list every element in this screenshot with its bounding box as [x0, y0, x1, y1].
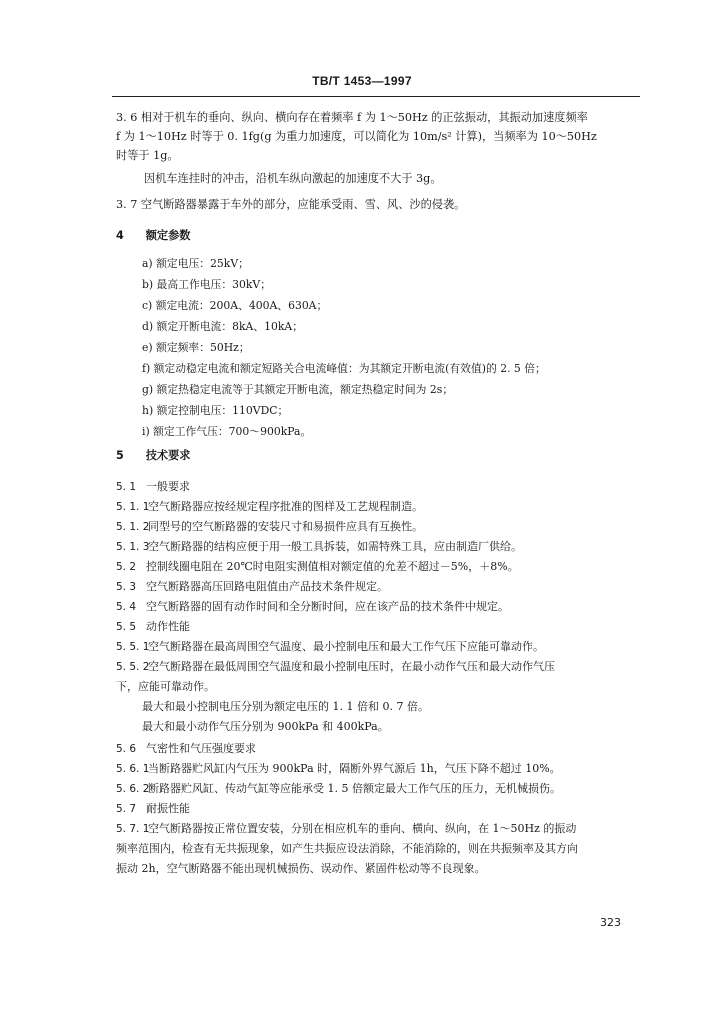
clause-number: 5. 1. 3 — [116, 541, 150, 553]
clause-line — [116, 538, 522, 554]
section-4-title: 额定参数 — [145, 229, 191, 242]
clause-number: 5. 1 — [116, 481, 137, 493]
clause-line — [116, 518, 423, 534]
clause-text: 同型号的空气断路器的安装尺寸和易损件应具有互换性。 — [148, 520, 423, 533]
page-number: 323 — [600, 916, 621, 929]
rated-parameter-item: a) 额定电压：25kV； — [142, 257, 249, 270]
clause-3-6-line-3: 时等于 1g。 — [116, 149, 179, 162]
clause-text: 动作性能 — [146, 620, 190, 633]
clause-text: 控制线圈电阻在 20℃时电阻实测值相对额定值的允差不超过－5%，＋8%。 — [146, 560, 519, 573]
rated-parameter-item: i) 额定工作气压：700～900kPa。 — [142, 425, 312, 438]
clause-3-6-line-2: f 为 1～10Hz 时等于 0. 1fg(g 为重力加速度，可以简化为 10m/s² 计算)，当频率为 10～50Hz — [116, 130, 597, 143]
clause-3-7-text: 3. 7 空气断路器暴露于车外的部分，应能承受雨、雪、风、沙的侵袭。 — [116, 198, 466, 211]
clause-text: 气密性和气压强度要求 — [146, 742, 256, 755]
clause-text: 一般要求 — [146, 480, 190, 493]
clause-number: 5. 5 — [116, 621, 137, 633]
clause-line — [116, 800, 190, 816]
clause-number: 5. 2 — [116, 561, 137, 573]
clause-3-6-line-1: 3. 6 相对于机车的垂向、纵向、横向存在着频率 f 为 1～50Hz 的正弦振动，其振动加速度频率 — [116, 111, 588, 124]
clause-5-5-2-continuation: 下，应能可靠动作。 — [116, 680, 215, 693]
clause-text: 空气断路器应按经规定程序批准的图样及工艺规程制造。 — [148, 500, 423, 513]
clause-number: 5. 6. 1 — [116, 763, 150, 775]
rated-parameter-item: g) 额定热稳定电流等于其额定开断电流，额定热稳定时间为 2s； — [142, 383, 454, 396]
clause-number: 5. 3 — [116, 581, 137, 593]
rated-parameter-item: b) 最高工作电压：30kV； — [142, 278, 272, 291]
clause-number: 5. 7 — [116, 803, 137, 815]
clause-text: 空气断路器高压回路电阻值由产品技术条件规定。 — [146, 580, 388, 593]
rated-parameter-item: f) 额定动稳定电流和额定短路关合电流峰值：为其额定开断电流(有效值)的 2. 5 倍； — [142, 362, 546, 375]
clause-5-7-1-line-2: 频率范围内，检查有无共振现象，如产生共振应设法消除，不能消除的，则在共振频率及其方向 — [116, 842, 578, 855]
rated-parameter-item: d) 额定开断电流：8kA、10kA； — [142, 320, 304, 333]
section-5-title: 技术要求 — [145, 449, 191, 462]
clause-number: 5. 1. 2 — [116, 521, 150, 533]
clause-text: 空气断路器的结构应便于用一般工具拆装，如需特殊工具，应由制造厂供给。 — [148, 540, 522, 553]
control-voltage-note: 最大和最小控制电压分别为额定电压的 1. 1 倍和 0. 7 倍。 — [142, 700, 429, 713]
rated-parameter-item: h) 额定控制电压：110VDC； — [142, 404, 289, 417]
header-rule — [112, 96, 640, 97]
clause-text: 断路器贮风缸、传动气缸等应能承受 1. 5 倍额定最大工作气压的压力，无机械损伤。 — [148, 782, 561, 795]
clause-number: 5. 7. 1 — [116, 823, 150, 835]
clause-line — [116, 820, 576, 836]
clause-line — [116, 658, 555, 674]
clause-number: 5. 5. 2 — [116, 661, 150, 673]
clause-line — [116, 598, 509, 614]
clause-line — [116, 760, 561, 776]
clause-number: 5. 6. 2 — [116, 783, 150, 795]
clause-3-7 — [116, 195, 644, 214]
operating-pressure-note: 最大和最小动作气压分别为 900kPa 和 400kPa。 — [142, 720, 389, 733]
clause-number: 5. 4 — [116, 601, 137, 613]
rated-parameter-item: e) 额定频率：50Hz； — [142, 341, 250, 354]
section-5-heading — [116, 446, 644, 465]
section-5-number: 5 — [116, 449, 124, 462]
section-4-heading — [116, 226, 644, 245]
clause-number: 5. 5. 1 — [116, 641, 150, 653]
clause-line — [116, 780, 561, 796]
clause-number: 5. 6 — [116, 743, 137, 755]
clause-line — [116, 618, 190, 634]
clause-text: 当断路器贮风缸内气压为 900kPa 时，隔断外界气源后 1h，气压下降不超过 10%。 — [148, 762, 561, 775]
clause-text: 空气断路器的固有动作时间和全分断时间，应在该产品的技术条件中规定。 — [146, 600, 509, 613]
clause-text: 空气断路器在最低周围空气温度和最小控制电压时，在最小动作气压和最大动作气压 — [148, 660, 555, 673]
clause-5-7-1-line-3: 振动 2h，空气断路器不能出现机械损伤、误动作、紧固件松动等不良现象。 — [116, 862, 486, 875]
clause-3-6 — [116, 108, 644, 188]
clause-line — [116, 498, 423, 514]
clause-line — [116, 638, 544, 654]
clause-3-6-line-4: 因机车连挂时的冲击，沿机车纵向激起的加速度不大于 3g。 — [144, 172, 442, 185]
clause-line — [116, 558, 519, 574]
clause-text: 耐振性能 — [146, 802, 190, 815]
section-4-number: 4 — [116, 229, 124, 242]
clause-line — [116, 478, 190, 494]
clause-text: 空气断路器在最高周围空气温度、最小控制电压和最大工作气压下应能可靠动作。 — [148, 640, 544, 653]
clause-line — [116, 578, 388, 594]
rated-parameter-item: c) 额定电流：200A、400A、630A； — [142, 299, 328, 312]
clause-number: 5. 1. 1 — [116, 501, 150, 513]
clause-text: 空气断路器按正常位置安装，分别在相应机车的垂向、横向、纵向，在 1～50Hz 的振动 — [148, 822, 577, 835]
clause-line — [116, 740, 256, 756]
document-code-header: TB/T 1453—1997 — [312, 74, 412, 88]
